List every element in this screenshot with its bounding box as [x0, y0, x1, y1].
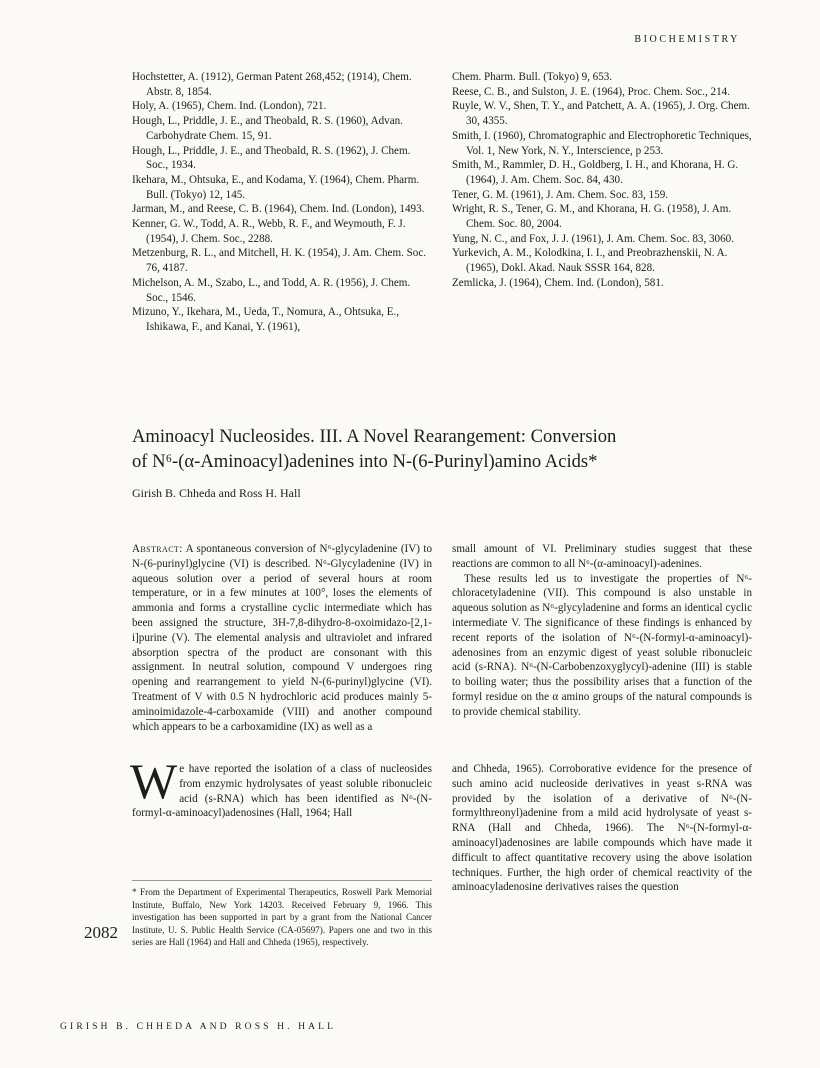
reference-entry: Smith, I. (1960), Chromatographic and Electrophoretic Techniques, Vol. 1, New York, N. Y., Interscience, p 253. [452, 129, 752, 157]
reference-entry: Chem. Pharm. Bull. (Tokyo) 9, 653. [452, 71, 613, 83]
article-title [132, 424, 752, 474]
reference-entry: Holy, A. (1965), Chem. Ind. (London), 721. [132, 100, 327, 113]
reference-entry: Hough, L., Priddle, J. E., and Theobald, R. S. (1960), Advan. Carbohydrate Chem. 15, 91. [132, 115, 403, 142]
references-left-column [132, 70, 432, 335]
page-number: 2082 [84, 923, 118, 942]
title-line-1: Aminoacyl Nucleosides. III. A Novel Rearangement: Conversion [132, 426, 617, 447]
reference-entry: Smith, M., Rammler, D. H., Goldberg, I. H., and Khorana, H. G. (1964), J. Am. Chem. Soc. 84, 430. [452, 159, 739, 186]
reference-entry: Yung, N. C., and Fox, J. J. (1961), J. Am. Chem. Soc. 83, 3060. [452, 232, 734, 245]
journal-header: BIOCHEMISTRY [634, 34, 740, 45]
reference-entry: Jarman, M., and Reese, C. B. (1964), Chem. Ind. (London), 1493. [132, 203, 425, 216]
section-divider [146, 719, 206, 720]
abstract-text: A spontaneous conversion of N⁶-glycyladenine (IV) to N-(6-purinyl)glycine (VI) is described. N⁶-Glycyladenine (IV) in aqueous solution over a period of several hours at room temperature, or in a few minutes at 100°, loses the elements of ammonia and forms a crystalline cyclic intermediate which has been assigned the structure, 3H-7,8-dihydro-8-oxoimidazo-[2,1-i]purine (V). The elemental analysis and ultraviolet and infrared absorption spectra of the product are consonant with this assignment. In neutral solution, compound V undergoes ring opening and rearrangement to yield N-(6-purinyl)glycine (VI). Treatment of V with 0.5 N hydrochloric acid produces mainly 5-aminoimidazole-4-carboxamide (VIII) and another compound which appears to be a carboxamidine (IX) as well as a [132, 543, 432, 733]
drop-cap: W [130, 753, 178, 809]
introduction-right: and Chheda, 1965). Corroborative evidence for the presence of such amino acid nucleoside derivatives in yeast s-RNA was provided by the isolation of a derivative of N⁶-(N-formylthreonyl)adenine from a mild acid hydrolysate of yeast s-RNA (Hall and Chheda, 1966). The N⁶-(N-formyl-α-aminoacyl)adenosines are labile compounds which have made it difficult to affect quantitative recovery using the above isolation techniques. Further, the high order of chemical reactivity of the aminoacyladenosine derivatives raises the question [452, 763, 752, 894]
reference-entry: Michelson, A. M., Szabo, L., and Todd, A. R. (1956), J. Chem. Soc., 1546. [132, 276, 411, 304]
reference-entry: Hough, L., Priddle, J. E., and Theobald, R. S. (1962), J. Chem. Soc., 1934. [132, 144, 411, 172]
abstract [132, 542, 432, 734]
reference-entry: Metzenburg, R. L., and Mitchell, H. K. (1954), J. Am. Chem. Soc. 76, 4187. [132, 247, 427, 275]
introduction-left [130, 753, 432, 821]
reference-entry: Ikehara, M., Ohtsuka, E., and Kodama, Y. (1964), Chem. Pharm. Bull. (Tokyo) 12, 145. [132, 173, 420, 201]
reference-entry: Kenner, G. W., Todd, A. R., Webb, R. F., and Weymouth, F. J. (1954), J. Chem. Soc., 2288. [132, 218, 406, 245]
reference-entry: Tener, G. M. (1961), J. Am. Chem. Soc. 83, 159. [452, 188, 669, 201]
reference-entry: Wright, R. S., Tener, G. M., and Khorana, H. G. (1958), J. Am. Chem. Soc. 80, 2004. [452, 203, 732, 231]
authors: Girish B. Chheda and Ross H. Hall [132, 486, 301, 500]
abstract-continuation: small amount of VI. Preliminary studies suggest that these reactions are common to all N⁶-(α-aminoacyl)-adenines. [452, 543, 752, 570]
reference-entry: Mizuno, Y., Ikehara, M., Ueda, T., Nomura, A., Ohtsuka, E., Ishikawa, F., and Kanai, Y. (1961), [132, 306, 400, 333]
abstract-label: Abstract: [132, 543, 183, 555]
running-footer: GIRISH B. CHHEDA AND ROSS H. HALL [60, 1021, 337, 1032]
reference-entry: Yurkevich, A. M., Kolodkina, I. I., and Preobrazhenskii, N. A. (1965), Dokl. Akad. Nauk SSSR 164, 828. [452, 247, 728, 275]
references-right-column [452, 70, 752, 291]
reference-entry: Hochstetter, A. (1912), German Patent 268,452; (1914), Chem. Abstr. 8, 1854. [132, 71, 412, 98]
reference-entry: Zemlicka, J. (1964), Chem. Ind. (London), 581. [452, 276, 664, 289]
title-line-2: of N⁶-(α-Aminoacyl)adenines into N-(6-Purinyl)amino Acids* [132, 451, 598, 472]
footnote-rule [132, 880, 432, 881]
reference-entry: Ruyle, W. V., Shen, T. Y., and Patchett, A. A. (1965), J. Org. Chem. 30, 4355. [452, 100, 750, 128]
abstract-paragraph-2: These results led us to investigate the properties of N⁶-chloracetyladenine (VII). This compound is also unstable in aqueous solution as N⁶-glycyladenine and forms an identical cyclic intermediate V. The significance of these findings is enhanced by recent reports of the isolation of N⁶-(N-formyl-α-aminoacyl)-adenosines from an enzymic digest of yeast soluble ribonucleic acid (s-RNA). N⁶-(N-Carbobenzoxyglycyl)-adenine (III) is stable to boiling water; thus the possibility arises that a function of the formyl residue on the α amino groups of the natural compounds is to provide chemical stability. [452, 572, 752, 718]
intro-text: e have reported the isolation of a class of nucleosides from enzymic hydrolysates of yeast soluble ribonucleic acid (s-RNA) which has been identified as N⁶-(N-formyl-α-aminoacyl)adenosines (Hall, 1964; Hall [132, 763, 432, 820]
footnote: * From the Department of Experimental Therapeutics, Roswell Park Memorial Institute, Buffalo, New York 14203. Received February 9, 1966. This investigation has been supported in part by a grant from the National Cancer Institute, U. S. Public Health Service (CA-05697). Papers one and two in this series are Hall (1964) and Hall and Chheda (1965), respectively. [132, 887, 432, 948]
abstract-right-column [452, 542, 752, 720]
reference-entry: Reese, C. B., and Sulston, J. E. (1964), Proc. Chem. Soc., 214. [452, 85, 730, 98]
